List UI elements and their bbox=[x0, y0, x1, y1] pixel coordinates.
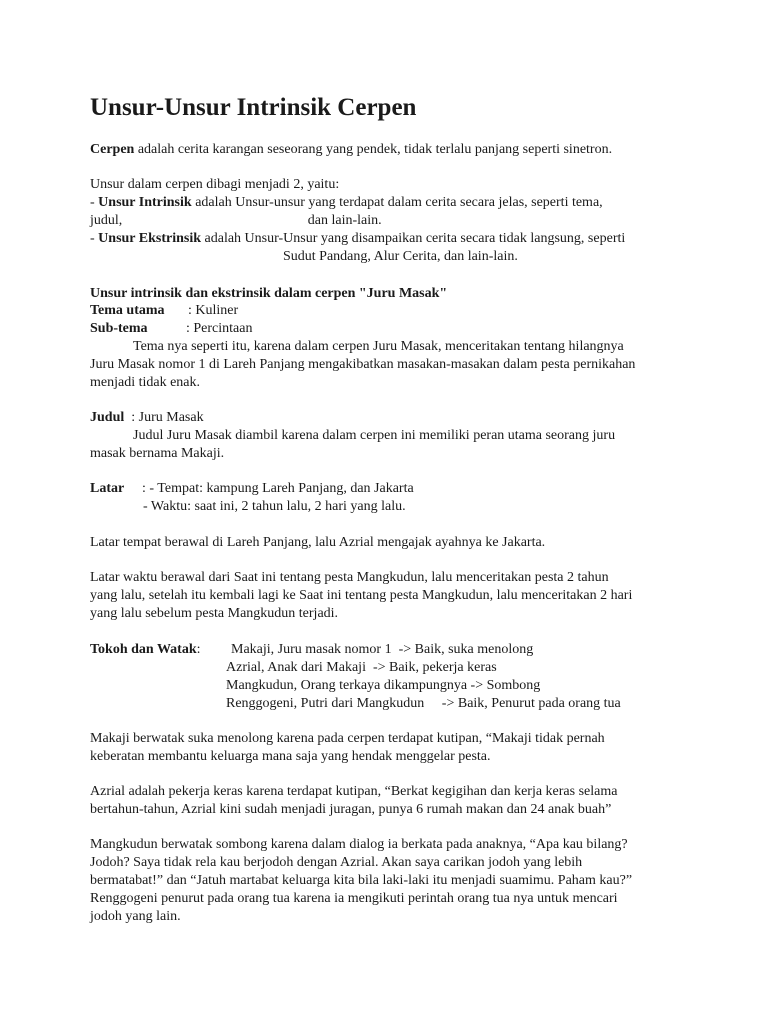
mangkudun-explain-3: bermatabat!” dan “Jatuh martabat keluarga kita bila laki-laki itu menjadi suamimu. Paham kau?” bbox=[90, 873, 633, 888]
ekstrinsik-line-2: Sudut Pandang, Alur Cerita, dan lain-lain. bbox=[283, 249, 518, 264]
intrinsik-text: adalah Unsur-unsur yang terdapat dalam cerita secara jelas, seperti tema, bbox=[191, 195, 603, 210]
analysis-heading-text: Unsur intrinsik dan ekstrinsik dalam cerpen "Juru Masak" bbox=[90, 286, 448, 301]
latar-waktu-explain-3: yang lalu sebelum pesta Mangkudun terjadi. bbox=[90, 606, 339, 621]
intrinsik-term: Unsur Intrinsik bbox=[98, 195, 192, 210]
subtema-row bbox=[90, 320, 148, 338]
judul-label: Judul bbox=[90, 410, 125, 425]
tema-label: Tema utama bbox=[90, 303, 165, 318]
latar-label: Latar bbox=[90, 481, 125, 496]
ekstrinsik-line-1 bbox=[90, 230, 625, 248]
intro-line bbox=[90, 141, 612, 159]
judul-row bbox=[90, 409, 204, 427]
latar-waktu: - Waktu: saat ini, 2 tahun lalu, 2 hari yang lalu. bbox=[143, 499, 406, 514]
latar-row bbox=[90, 480, 124, 498]
subtema-value: : Percintaan bbox=[186, 321, 253, 336]
bullet: - bbox=[90, 231, 99, 246]
tokoh-azrial: Azrial, Anak dari Makaji -> Baik, pekerja keras bbox=[226, 660, 497, 675]
tokoh-renggogeni: Renggogeni, Putri dari Mangkudun -> Baik, Penurut pada orang tua bbox=[226, 696, 621, 711]
tokoh-colon: : bbox=[196, 642, 201, 657]
tokoh-makaji: Makaji, Juru masak nomor 1 -> Baik, suka menolong bbox=[231, 642, 534, 657]
azrial-explain-2: bertahun-tahun, Azrial kini sudah menjadi juragan, punya 6 rumah makan dan 24 anak buah” bbox=[90, 802, 612, 817]
tokoh-label-row bbox=[90, 641, 201, 659]
tema-row bbox=[90, 302, 165, 320]
makaji-explain-1: Makaji berwatak suka menolong karena pada cerpen terdapat kutipan, “Makaji tidak pernah bbox=[90, 731, 605, 746]
tokoh-mangkudun: Mangkudun, Orang terkaya dikampungnya -> Sombong bbox=[226, 678, 541, 693]
judul-explain-2: masak bernama Makaji. bbox=[90, 446, 225, 461]
intrinsik-line-2: judul, dan lain-lain. bbox=[90, 213, 382, 228]
mangkudun-explain-1: Mangkudun berwatak sombong karena dalam dialog ia berkata pada anaknya, “Apa kau bilang? bbox=[90, 837, 628, 852]
tema-explain-1: Tema nya seperti itu, karena dalam cerpen Juru Masak, menceritakan tentang hilangnya bbox=[133, 339, 624, 354]
subtema-label: Sub-tema bbox=[90, 321, 148, 336]
ekstrinsik-text: adalah Unsur-Unsur yang disampaikan cerita secara tidak langsung, seperti bbox=[201, 231, 626, 246]
judul-explain-1: Judul Juru Masak diambil karena dalam cerpen ini memiliki peran utama seorang juru bbox=[133, 428, 616, 443]
makaji-explain-2: keberatan membantu keluarga mana saja yang hendak menggelar pesta. bbox=[90, 749, 491, 764]
intrinsik-line-1 bbox=[90, 194, 603, 212]
analysis-heading bbox=[90, 285, 447, 303]
ekstrinsik-term: Unsur Ekstrinsik bbox=[98, 231, 202, 246]
tokoh-label: Tokoh dan Watak bbox=[90, 642, 197, 657]
division-lead: Unsur dalam cerpen dibagi menjadi 2, yaitu: bbox=[90, 177, 340, 192]
latar-tempat-explain: Latar tempat berawal di Lareh Panjang, lalu Azrial mengajak ayahnya ke Jakarta. bbox=[90, 535, 546, 550]
latar-waktu-explain-2: yang lalu, setelah itu kembali lagi ke Saat ini tentang pesta Mangkudun, lalu menceritakan 2 hari bbox=[90, 588, 633, 603]
azrial-explain-1: Azrial adalah pekerja keras karena terdapat kutipan, “Berkat kegigihan dan kerja keras selama bbox=[90, 784, 618, 799]
tema-explain-2: Juru Masak nomor 1 di Lareh Panjang mengakibatkan masakan-masakan dalam pesta pernikahan bbox=[90, 357, 636, 372]
tema-value: : Kuliner bbox=[188, 303, 239, 318]
latar-tempat: : - Tempat: kampung Lareh Panjang, dan Jakarta bbox=[142, 481, 414, 496]
mangkudun-explain-2: Jodoh? Saya tidak rela kau berjodoh dengan Azrial. Akan saya carikan jodoh yang lebih bbox=[90, 855, 583, 870]
page-title: Unsur-Unsur Intrinsik Cerpen bbox=[90, 94, 417, 121]
judul-value: : Juru Masak bbox=[124, 410, 204, 425]
latar-waktu-explain-1: Latar waktu berawal dari Saat ini tentang pesta Mangkudun, lalu menceritakan pesta 2 tahun bbox=[90, 570, 609, 585]
renggogeni-explain-2: jodoh yang lain. bbox=[90, 909, 181, 924]
cerpen-term: Cerpen bbox=[90, 142, 135, 157]
cerpen-definition: adalah cerita karangan seseorang yang pendek, tidak terlalu panjang seperti sinetron. bbox=[134, 142, 613, 157]
bullet: - bbox=[90, 195, 99, 210]
tema-explain-3: menjadi tidak enak. bbox=[90, 375, 201, 390]
renggogeni-explain-1: Renggogeni penurut pada orang tua karena ia mengikuti perintah orang tua nya untuk mencari bbox=[90, 891, 618, 906]
